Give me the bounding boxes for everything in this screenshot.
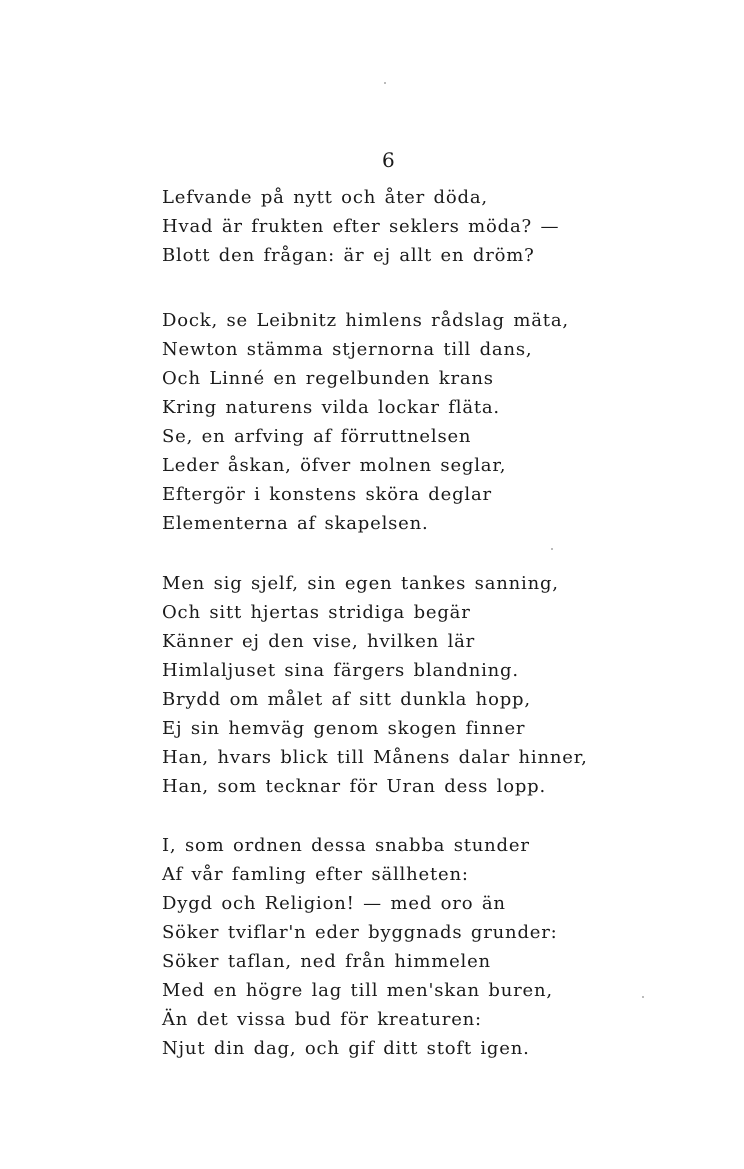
poem-line: Och Linné en regelbunden krans	[162, 368, 494, 389]
stanza-2	[162, 306, 569, 538]
poem-line: Lefvande på nytt och åter döda,	[162, 187, 488, 208]
poem-line: Af vår famling efter sällheten:	[162, 864, 469, 885]
stanza-3	[162, 569, 588, 801]
poem-line: Än det vissa bud för kreaturen:	[162, 1009, 482, 1030]
poem-line: Newton stämma stjernorna till dans,	[162, 339, 533, 360]
poem-line: Han, som tecknar för Uran dess lopp.	[162, 776, 547, 797]
poem-line: Och sitt hjertas stridiga begär	[162, 602, 471, 623]
poem-line: Dock, se Leibnitz himlens rådslag mäta,	[162, 310, 569, 331]
poem-line: Himlaljuset sina färgers blandning.	[162, 660, 519, 681]
poem-line: Brydd om målet af sitt dunkla hopp,	[162, 689, 531, 710]
paper-speck	[551, 548, 553, 550]
poem-line: Leder åskan, öfver molnen seglar,	[162, 455, 507, 476]
poem-line: Blott den frågan: är ej allt en dröm?	[162, 245, 535, 266]
stanza-4	[162, 831, 557, 1063]
poem-line: Njut din dag, och gif ditt stoft igen.	[162, 1038, 530, 1059]
poem-line: Hvad är frukten efter seklers möda? —	[162, 216, 560, 237]
poem-line: Men sig sjelf, sin egen tankes sanning,	[162, 573, 559, 594]
poem-line: Se, en arfving af förruttnelsen	[162, 426, 472, 447]
poem-line: Söker tviflar'n eder byggnads grunder:	[162, 922, 558, 943]
poem-line: Kring naturens vilda lockar fläta.	[162, 397, 500, 418]
poem-line: Dygd och Religion! — med oro än	[162, 893, 506, 914]
poem-line: Eftergör i konstens sköra deglar	[162, 484, 492, 505]
page-number: 6	[382, 148, 396, 172]
poem-line: Elementerna af skapelsen.	[162, 513, 429, 534]
stanza-1	[162, 183, 559, 270]
paper-speck	[642, 996, 644, 998]
poem-line: Han, hvars blick till Månens dalar hinner,	[162, 747, 588, 768]
poem-line: I, som ordnen dessa snabba stunder	[162, 835, 530, 856]
poem-line: Söker taflan, ned från himmelen	[162, 951, 491, 972]
poem-line: Känner ej den vise, hvilken lär	[162, 631, 476, 652]
poem-line: Ej sin hemväg genom skogen finner	[162, 718, 526, 739]
poem-line: Med en högre lag till men'skan buren,	[162, 980, 553, 1001]
paper-speck	[384, 82, 386, 84]
